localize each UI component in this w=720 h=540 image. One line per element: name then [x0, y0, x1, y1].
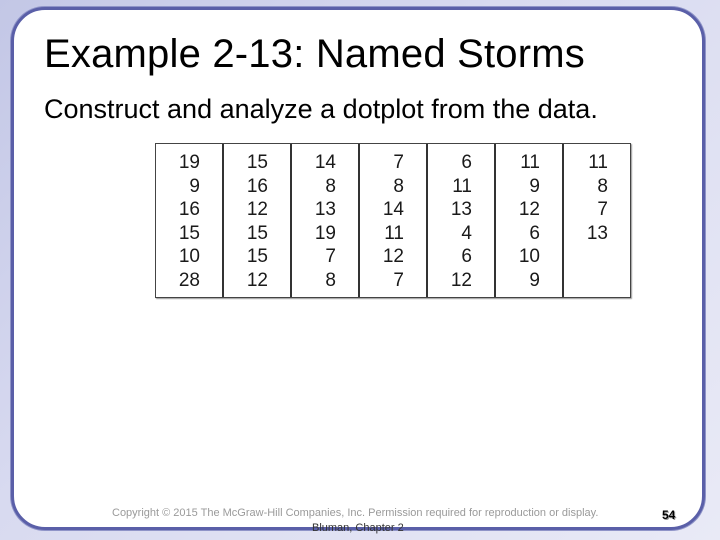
table-column	[496, 144, 564, 297]
table-cell: 10	[178, 246, 200, 267]
table-cell: 10	[518, 246, 540, 267]
source-citation: Bluman, Chapter 2	[312, 522, 404, 534]
table-cell: 11	[452, 175, 472, 197]
table-cell: 4	[461, 222, 472, 244]
table-cell	[564, 269, 630, 293]
table-cell: 14	[314, 152, 336, 173]
table-cell: 9	[189, 175, 200, 197]
table-cell: 6	[461, 246, 472, 267]
table-cell: 11	[588, 152, 608, 173]
table-cell: 7	[393, 152, 404, 173]
table-column	[156, 144, 224, 297]
table-cell: 19	[314, 222, 336, 244]
slide-body-text: Construct and analyze a dotplot from the data.	[44, 94, 598, 124]
table-column	[360, 144, 428, 297]
table-cell: 8	[325, 269, 336, 291]
slide-title: Example 2-13: Named Storms	[44, 32, 585, 76]
table-cell: 19	[178, 152, 200, 173]
table-cell: 8	[325, 175, 336, 197]
storm-data-table	[155, 143, 631, 298]
table-cell: 7	[393, 269, 404, 291]
table-cell: 8	[393, 175, 404, 197]
table-cell: 7	[325, 246, 336, 267]
table-cell: 12	[450, 269, 472, 291]
table-cell: 13	[314, 199, 336, 220]
page-number: 54	[662, 508, 676, 522]
table-cell: 28	[178, 269, 200, 291]
table-cell: 11	[520, 152, 540, 173]
table-cell: 16	[246, 175, 268, 197]
table-column	[224, 144, 292, 297]
table-cell: 15	[246, 152, 268, 173]
table-cell: 13	[586, 222, 608, 244]
table-cell: 9	[529, 269, 540, 291]
table-column	[564, 144, 630, 297]
table-cell: 9	[529, 175, 540, 197]
table-cell: 12	[246, 199, 268, 220]
table-cell: 12	[518, 199, 540, 220]
table-cell: 15	[178, 222, 200, 244]
table-cell: 16	[178, 199, 200, 220]
table-cell: 6	[461, 152, 472, 173]
table-cell: 12	[382, 246, 404, 267]
table-cell: 15	[246, 222, 268, 244]
table-cell	[564, 245, 630, 269]
table-cell: 7	[597, 199, 608, 220]
table-cell: 11	[384, 222, 404, 244]
table-cell: 15	[246, 246, 268, 267]
table-column	[292, 144, 360, 297]
table-column	[428, 144, 496, 297]
copyright-notice: Copyright © 2015 The McGraw-Hill Companies, Inc. Permission required for reproduction or display.	[112, 507, 599, 519]
table-cell: 13	[450, 199, 472, 220]
table-cell: 6	[529, 222, 540, 244]
table-cell: 14	[382, 199, 404, 220]
table-cell: 8	[597, 175, 608, 197]
table-cell: 12	[246, 269, 268, 291]
